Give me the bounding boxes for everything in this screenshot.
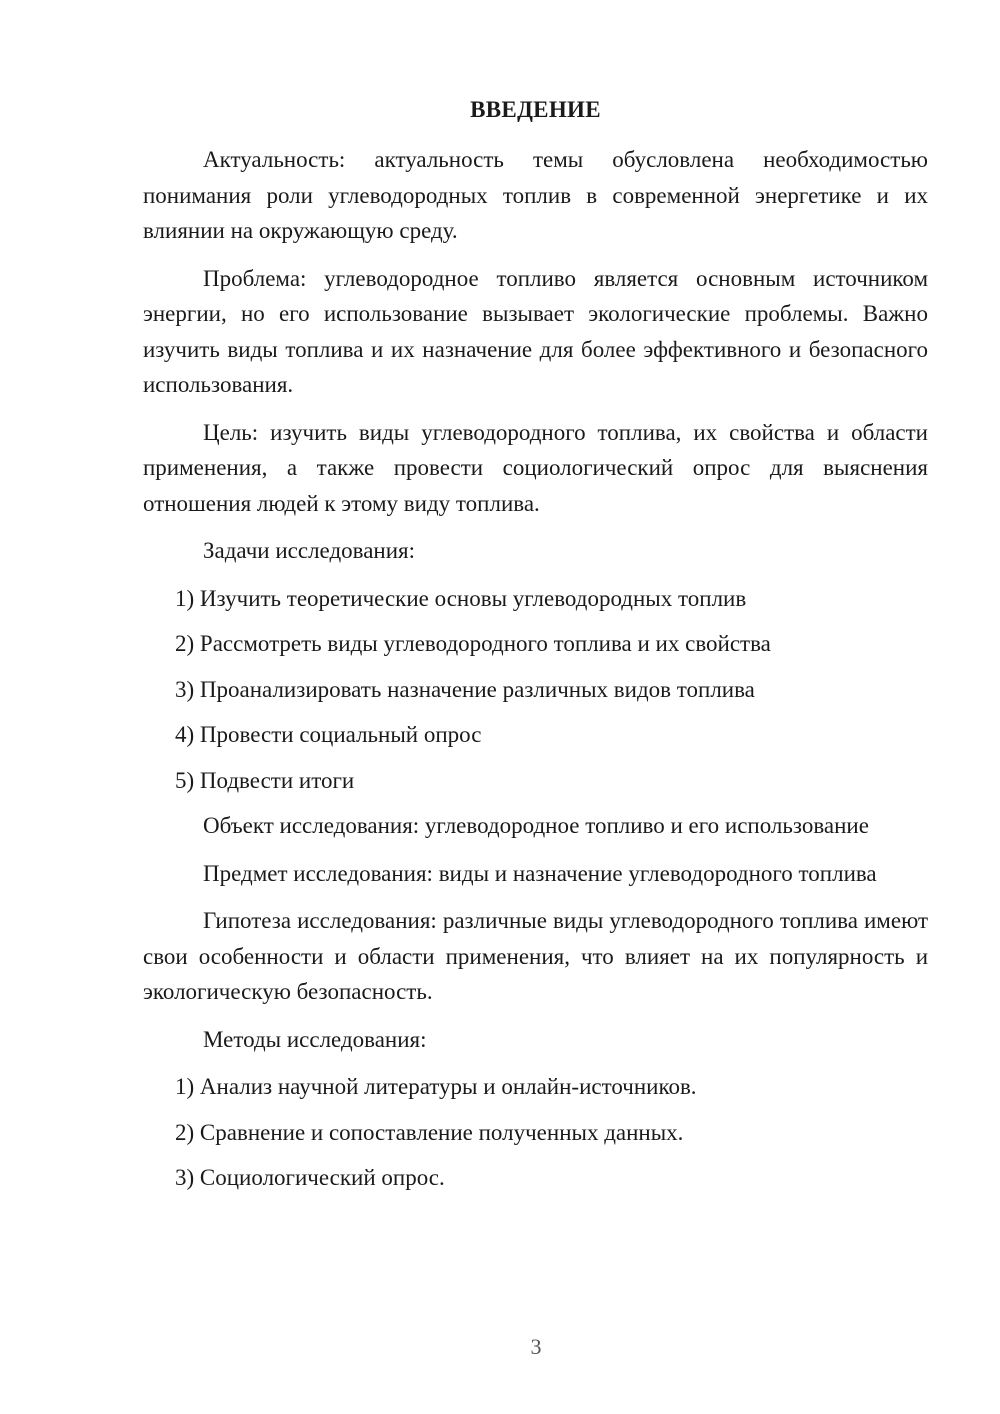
task-item: 1) Изучить теоретические основы углеводородных топлив (175, 585, 747, 611)
goal-paragraph: Цель: изучить виды углеводородного топлива, их свойства и области применения, а также провести социологический опрос для выяснения отношения людей к этому виду топлива. (143, 419, 928, 516)
page-number: 3 (530, 1334, 542, 1359)
task-item: 4) Провести социальный опрос (175, 722, 482, 747)
tasks-heading: Задачи исследования: (203, 538, 416, 563)
section-title: ВВЕДЕНИЕ (470, 97, 601, 122)
methods-heading: Методы исследования: (203, 1026, 427, 1052)
methods-list (143, 1069, 928, 1196)
task-item: 2) Рассмотреть виды углеводородного топлива и их свойства (175, 631, 771, 656)
task-item: 5) Подвести итоги (175, 767, 355, 793)
relevance-paragraph: Актуальность: актуальность темы обусловлена необходимостью понимания роли углеводородных топлив в современной энергетике и их влиянии на окружающую среду. (143, 147, 928, 243)
page-content (143, 94, 928, 1206)
method-item: 2) Сравнение и сопоставление полученных данных. (175, 1119, 684, 1145)
task-item: 3) Проанализировать назначение различных видов топлива (175, 676, 755, 702)
tasks-list (143, 581, 928, 799)
hypothesis-paragraph: Гипотеза исследования: различные виды углеводородного топлива имеют свои особенности и области применения, что влияет на их популярность и экологическую безопасность. (143, 908, 928, 1004)
method-item: 1) Анализ научной литературы и онлайн-источников. (175, 1074, 697, 1099)
object-paragraph: Объект исследования: углеводородное топливо и его использование (203, 813, 869, 838)
subject-paragraph: Предмет исследования: виды и назначение углеводородного топлива (203, 860, 877, 886)
problem-paragraph: Проблема: углеводородное топливо является основным источником энергии, но его использование вызывает экологические проблемы. Важно изучить виды топлива и их назначение для более эффективного и безопасного использования. (143, 265, 928, 397)
method-item: 3) Социологический опрос. (175, 1165, 445, 1190)
